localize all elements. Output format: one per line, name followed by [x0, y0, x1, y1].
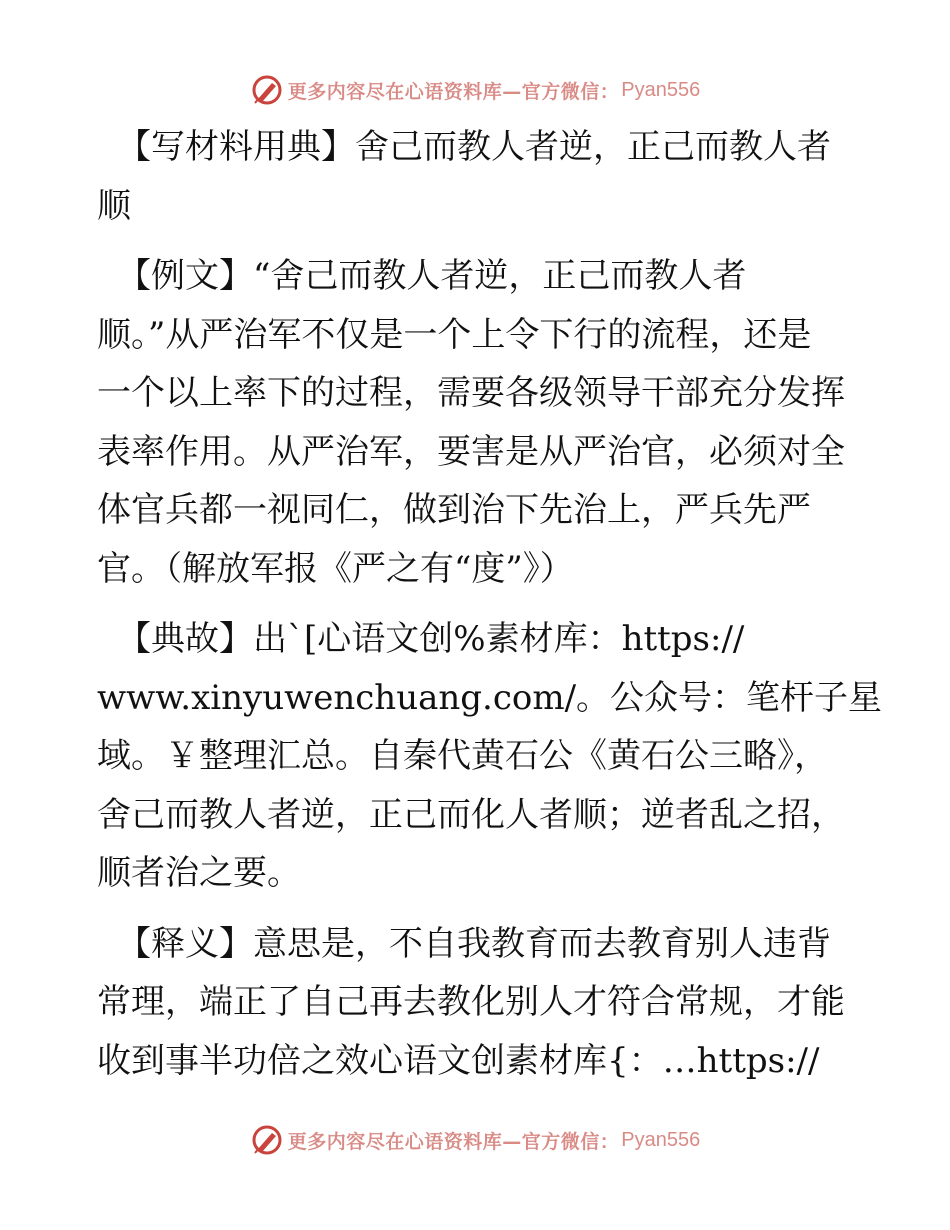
text-line: 舍己而教人者逆，正己而化人者顺；逆者乱之招，: [97, 794, 845, 835]
text-line: 【释义】意思是，不自我教育而去教育别人违背: [117, 923, 831, 964]
watermark-text: 更多内容尽在心语资料库—官方微信：: [287, 1130, 620, 1153]
text-line: 【写材料用典】舍己而教人者逆，正己而教人者: [117, 127, 831, 167]
pen-logo-icon: [250, 1123, 284, 1157]
paragraph-quote-title: [97, 118, 857, 235]
text-line: 体官兵都一视同仁，做到治下先治上，严兵先严: [97, 490, 811, 530]
footer-watermark: [0, 1120, 950, 1160]
text-line: 一个以上率下的过程，需要各级领导干部充分发挥: [97, 373, 845, 413]
header-watermark: [0, 70, 950, 110]
paragraph-meaning: [97, 915, 857, 1091]
text-line: 收到事半功倍之效心语文创素材库{：…https://: [97, 1040, 820, 1081]
watermark-wechat: Pyan556: [621, 1128, 701, 1151]
text-line: 常理，端正了自己再去教化别人才符合常规，才能: [97, 982, 845, 1022]
pen-logo-icon: [250, 73, 284, 107]
text-line: www.xinyuwenchuang.com/。公众号：笔杆子星: [97, 677, 883, 718]
text-line: 顺。”从严治军不仅是一个上令下行的流程，还是: [97, 314, 812, 355]
text-line: 顺者治之要。: [97, 853, 301, 893]
paragraph-example: [97, 247, 857, 598]
paragraph-source: [97, 610, 883, 903]
text-line: 【典故】出`[心语文创%素材库：https://: [117, 619, 745, 659]
document-body: [97, 118, 883, 1102]
text-line: 表率作用。从严治军，要害是从严治官，必须对全: [97, 431, 845, 472]
text-line: 域。￥整理汇总。自秦代黄石公《黄石公三略》，: [97, 736, 828, 776]
text-line: 【例文】“舍己而教人者逆，正己而教人者: [117, 256, 747, 296]
text-line: 顺: [97, 185, 131, 226]
text-line: 官。（解放军报《严之有“度”》）: [97, 548, 574, 589]
watermark-wechat: Pyan556: [621, 78, 701, 101]
watermark-text: 更多内容尽在心语资料库—官方微信：: [287, 80, 620, 103]
